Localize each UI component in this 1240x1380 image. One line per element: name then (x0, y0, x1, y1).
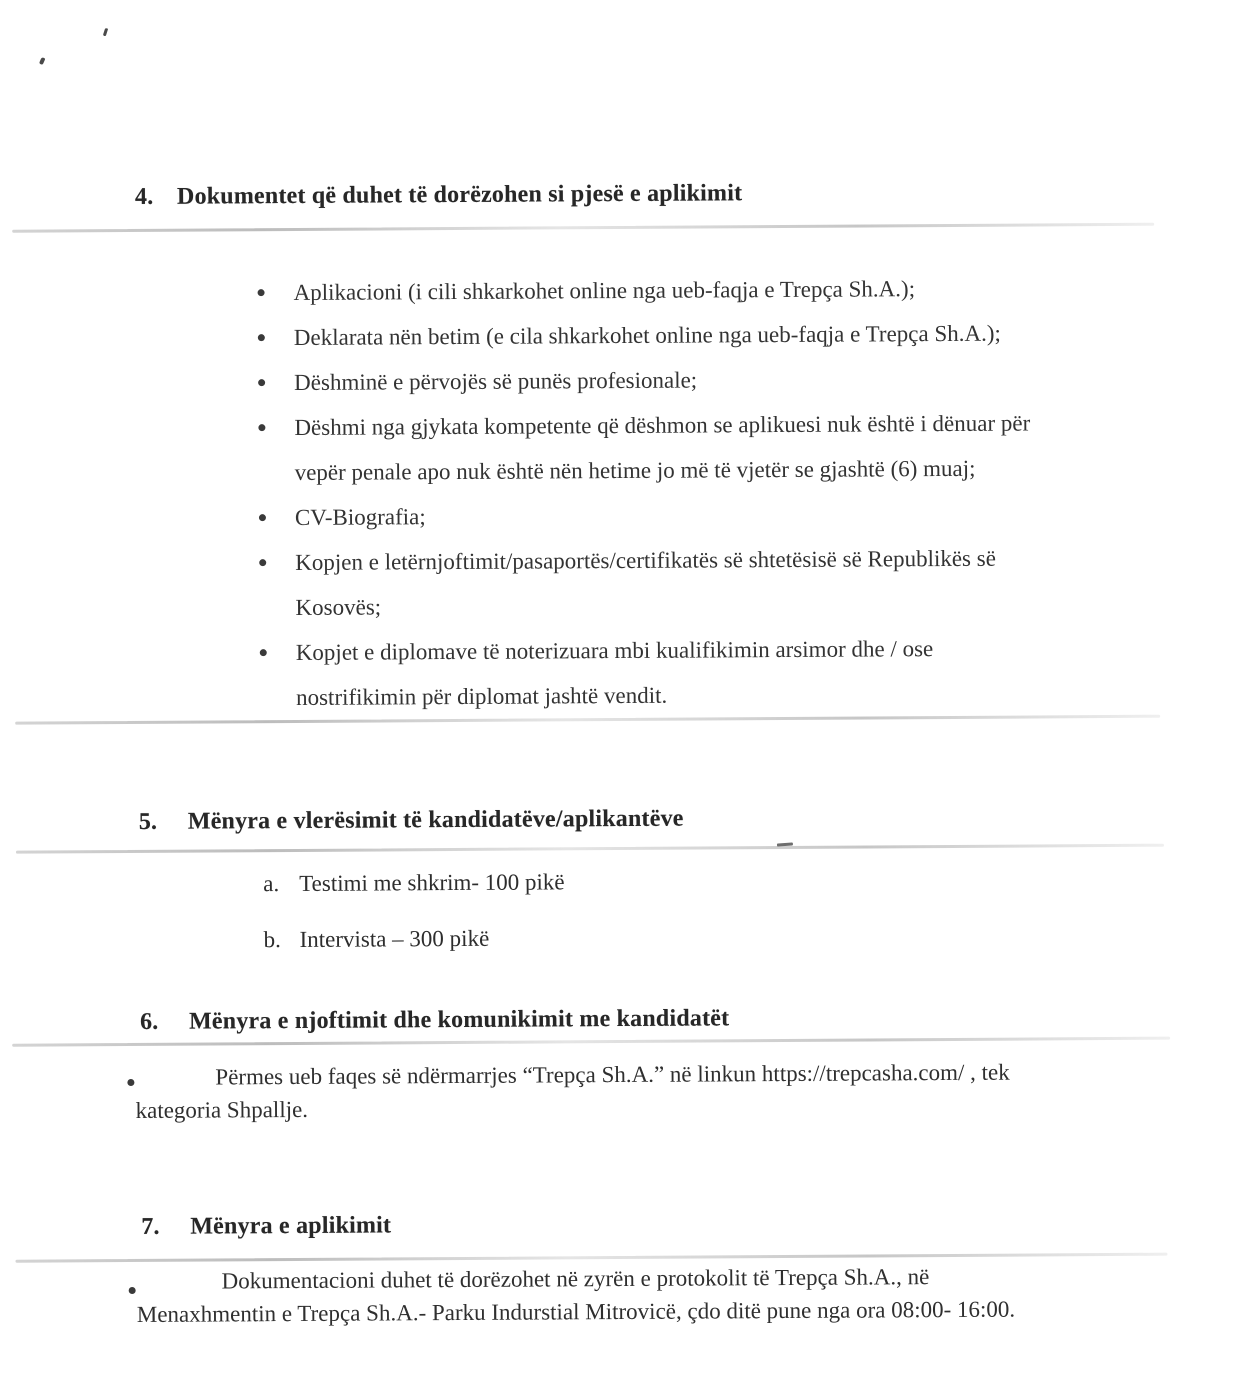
item-text: Testimi me shkrim- 100 pikë (299, 869, 565, 896)
list-item (263, 916, 565, 962)
horizontal-rule (12, 1037, 1170, 1047)
scan-speck (39, 57, 45, 65)
section-5-title: Mënyra e vlerësimit të kandidatëve/aplikantëve (187, 805, 684, 835)
list-item: Dëshmi nga gjykata kompetente që dëshmon se aplikuesi nuk është i dënuar për vepër penale apo nuk është nën hetime jo më të vjetër se gjashtë (6) muaj; (256, 400, 1157, 495)
section-7-heading (141, 1212, 391, 1241)
horizontal-rule (16, 844, 1164, 854)
item-marker: b. (263, 927, 281, 953)
list-item (263, 860, 565, 906)
list-item: Kopjet e diplomave të noterizuara mbi kualifikimin arsimor dhe / ose nostrifikimin për diplomat jashtë vendit. (258, 625, 1159, 720)
section-7-title: Mënyra e aplikimit (190, 1212, 392, 1240)
section-6-number: 6. (139, 1008, 159, 1035)
list-item: Kopjen e letërnjoftimit/pasaportës/certifikatës së shtetësisë së Republikës së Kosovës; (257, 535, 1158, 630)
scan-speck (103, 28, 108, 37)
section-7-number: 7. (141, 1213, 160, 1240)
horizontal-rule (12, 223, 1154, 233)
section-4-number: 4. (134, 183, 154, 210)
bullet-dot (129, 1287, 136, 1294)
section-4-title: Dokumentet që duhet të dorëzohen si pjesë e aplikimit (176, 180, 743, 210)
list-item: Aplikacioni (i cili shkarkohet online nga ueb-faqja e Trepça Sh.A.); (255, 265, 1155, 315)
section-5-number: 5. (138, 808, 158, 835)
item-marker: a. (263, 871, 280, 897)
section-5-item-list (263, 860, 565, 974)
section-7-paragraph: Dokumentacioni duhet të dorëzohet në zyrën e protokolit të Trepça Sh.A., në Menaxhmentin e Trepça Sh.A.- Parku Indurstial Mitrovicë, çdo ditë pune nga ora 08:00- 16:00. (136, 1264, 1016, 1327)
section-6-heading (140, 1005, 729, 1036)
section-5-heading (139, 806, 684, 836)
list-item: Dëshminë e përvojës së punës profesionale; (256, 355, 1156, 405)
list-item: Deklarata nën betim (e cila shkarkohet online nga ueb-faqja e Trepça Sh.A.); (256, 310, 1156, 360)
section-6-title: Mënyra e njoftimit dhe komunikimit me kandidatët (188, 1005, 730, 1035)
section-4-heading (135, 180, 742, 211)
list-item: CV-Biografia; (257, 490, 1157, 540)
item-text: Intervista – 300 pikë (299, 925, 490, 952)
section-6-paragraph: Përmes ueb faqes së ndërmarrjes “Trepça Sh.A.” në linkun https://trepcasha.com/ , tek kategoria Shpallje. (135, 1059, 1010, 1123)
section-4-bullet-list (255, 265, 1158, 720)
bullet-dot (127, 1079, 134, 1086)
